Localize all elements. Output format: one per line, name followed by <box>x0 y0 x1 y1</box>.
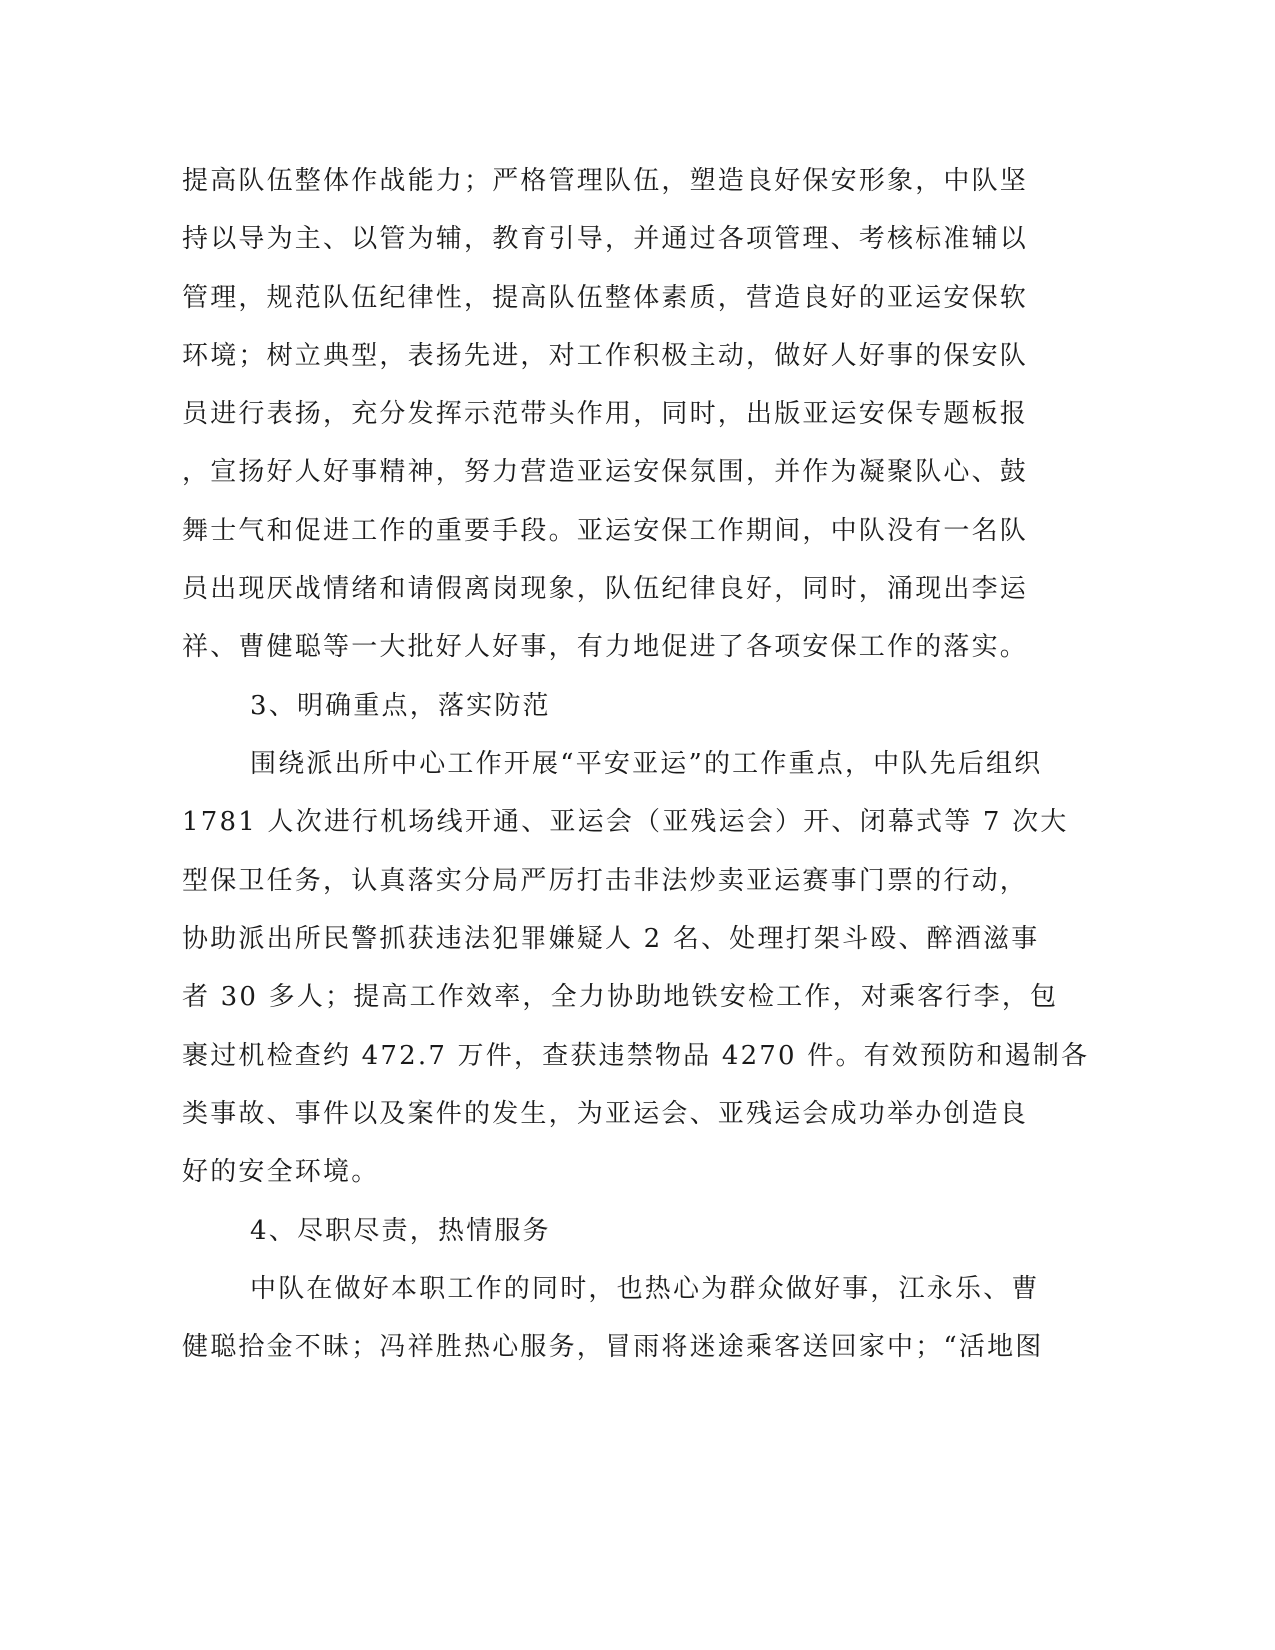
text-line: 1781 人次进行机场线开通、亚运会（亚残运会）开、闭幕式等 7 次大 <box>182 807 1069 837</box>
text-line: 持以导为主、以管为辅，教育引导，并通过各项管理、考核标准辅以 <box>182 224 1029 254</box>
text-line: ，宣扬好人好事精神，努力营造亚运安保氛围，并作为凝聚队心、鼓 <box>182 457 1029 487</box>
paragraph-start: 围绕派出所中心工作开展“平安亚运”的工作重点，中队先后组织 <box>250 749 1043 779</box>
text-line: 健聪拾金不昧；冯祥胜热心服务，冒雨将迷途乘客送回家中；“活地图 <box>182 1332 1044 1362</box>
text-line: 提高队伍整体作战能力；严格管理队伍，塑造良好保安形象，中队坚 <box>182 166 1029 196</box>
text-line: 舞士气和促进工作的重要手段。亚运安保工作期间，中队没有一名队 <box>182 516 1029 546</box>
text-line: 员进行表扬，充分发挥示范带头作用，同时，出版亚运安保专题板报 <box>182 399 1029 429</box>
text-line: 协助派出所民警抓获违法犯罪嫌疑人 2 名、处理打架斗殴、醉酒滋事 <box>182 924 1040 954</box>
paragraph-start: 中队在做好本职工作的同时，也热心为群众做好事，江永乐、曹 <box>250 1274 1040 1304</box>
text-line: 型保卫任务，认真落实分局严厉打击非法炒卖亚运赛事门票的行动， <box>182 866 1029 896</box>
text-line: 类事故、事件以及案件的发生，为亚运会、亚残运会成功举办创造良 <box>182 1099 1029 1129</box>
section-heading: 4、尽职尽责，热情服务 <box>250 1216 551 1246</box>
text-line: 裹过机检查约 472.7 万件，查获违禁物品 4270 件。有效预防和遏制各 <box>182 1041 1090 1071</box>
section-heading: 3、明确重点，落实防范 <box>250 691 551 721</box>
text-line: 好的安全环境。 <box>182 1157 380 1187</box>
text-line: 祥、曹健聪等一大批好人好事，有力地促进了各项安保工作的落实。 <box>182 632 1029 662</box>
text-line: 者 30 多人；提高工作效率，全力协助地铁安检工作，对乘客行李，包 <box>182 982 1059 1012</box>
text-line: 管理，规范队伍纪律性，提高队伍整体素质，营造良好的亚运安保软 <box>182 283 1029 313</box>
text-line: 环境；树立典型，表扬先进，对工作积极主动，做好人好事的保安队 <box>182 341 1029 371</box>
text-line: 员出现厌战情绪和请假离岗现象，队伍纪律良好，同时，涌现出李运 <box>182 574 1029 604</box>
